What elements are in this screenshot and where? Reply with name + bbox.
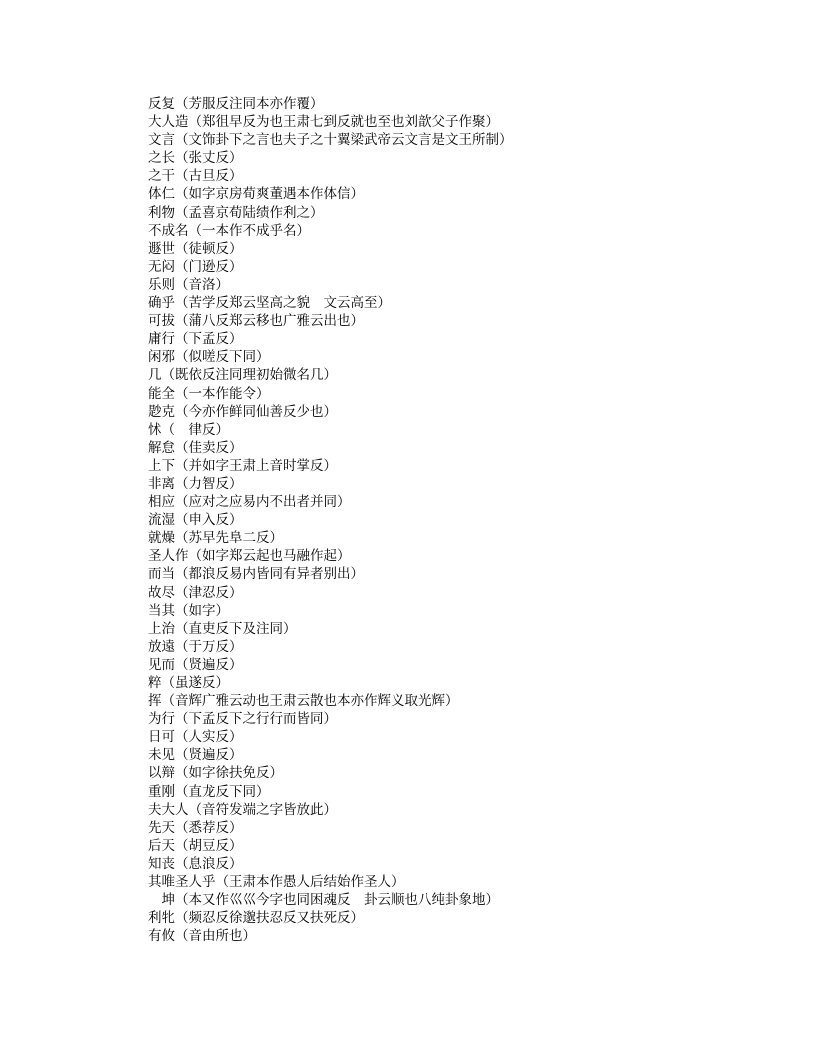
text-line: 先天（悉荐反） [148,819,243,836]
text-line: 上下（并如字王肃上音时掌反） [148,457,337,474]
text-line: 无闷（门逊反） [148,258,243,275]
text-line: 闲邪（似嗟反下同） [148,349,270,366]
text-line: 而当（都浪反易内皆同有异者别出） [148,566,364,583]
text-line: 当其（如字） [148,602,229,619]
text-line: 能全（一本作能令） [148,385,270,402]
text-line: 不成名（一本作不成乎名） [148,222,310,239]
text-line: 相应（应对之应易内不出者并同） [148,494,351,511]
text-line: 坤（本又作巛巛今字也同困魂反 卦云顺也八纯卦象地） [148,892,499,909]
text-line: 未见（贤遍反） [148,747,243,764]
text-line: 有攸（音由所也） [148,928,256,945]
text-line: 为行（下孟反下之行行而皆同） [148,711,337,728]
text-line: 文言（文饰卦下之言也夫子之十翼梁武帝云文言是文王所制） [148,132,513,149]
text-line: 夫大人（音符发端之字皆放此） [148,801,337,818]
text-line: 乐则（音洛） [148,276,229,293]
text-line: 几（既依反注同理初始微名几） [148,367,337,384]
text-line: 重刚（直龙反下同） [148,783,270,800]
text-line: 后天（胡豆反） [148,837,243,854]
text-line: 粹（虽遂反） [148,675,229,691]
text-line: 确乎（苦学反郑云坚高之貌 文云高至） [148,295,391,312]
text-line: 解怠（佳卖反） [148,439,243,456]
text-line: 利牝（频忍反徐邈扶忍反又扶死反） [148,910,364,927]
text-line: 体仁（如字京房荀爽董遇本作体信） [148,186,364,203]
text-line: 以辩（如字徐扶免反） [148,765,283,782]
text-line: 圣人作（如字郑云起也马融作起） [148,548,351,565]
text-line: 流湿（申入反） [148,512,243,529]
text-line: 非离（力智反） [148,475,243,492]
text-line: 放遠（于万反） [148,638,243,655]
text-line: 就燥（苏早先阜二反） [148,530,283,547]
text-line: 上治（直吏反下及注同） [148,620,297,637]
text-line: 见而（贤遍反） [148,656,243,673]
text-line: 故尽（津忍反） [148,584,243,601]
text-line: 尟克（今亦作鲜同仙善反少也） [148,403,337,420]
text-line: 挥（音辉广雅云动也王肃云散也本亦作辉义取光辉） [148,693,459,710]
text-line: 怵（ 律反） [148,421,229,438]
text-line: 反复（芳服反注同本亦作覆） [148,96,324,112]
text-line: 知丧（息浪反） [148,855,243,872]
text-line: 大人造（郑徂早反为也王肃七到反就也至也刘歆父子作聚） [148,114,499,131]
text-line: 之干（古旦反） [148,168,243,185]
text-line: 庸行（下孟反） [148,331,243,348]
text-line: 可拔（蒲八反郑云移也广雅云出也） [148,313,364,330]
text-line: 其唯圣人乎（王肃本作愚人后结始作圣人） [148,874,405,891]
text-body [148,95,768,945]
text-line: 之长（张丈反） [148,150,243,167]
text-line: 利物（孟喜京荀陆绩作利之） [148,204,324,221]
text-line: 日可（人实反） [148,729,243,746]
text-line: 遯世（徒顿反） [148,240,243,257]
